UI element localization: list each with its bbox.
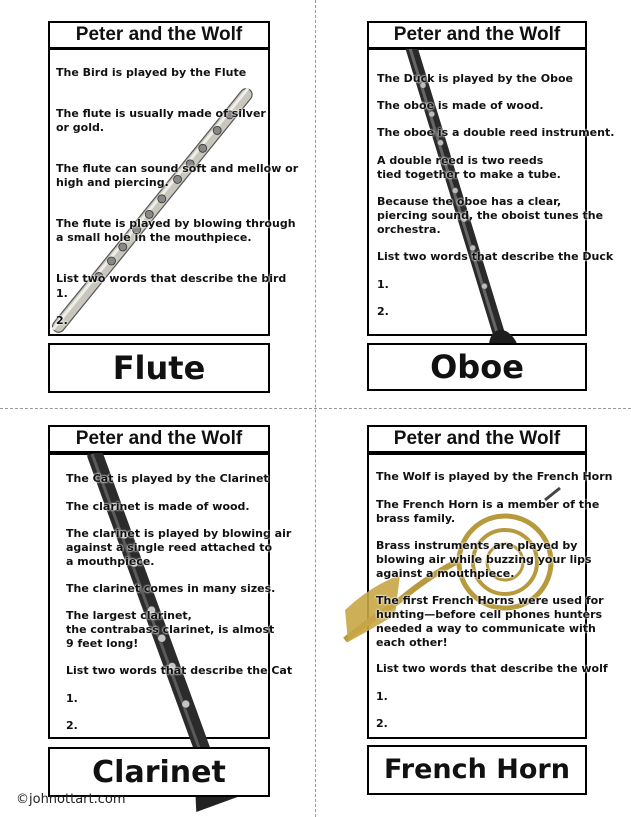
card-text-line: The flute is played by blowing through: [56, 217, 296, 230]
card-text-line: The flute can sound soft and mellow or: [56, 162, 299, 175]
card-text-line: List two words that describe the wolf: [376, 662, 608, 675]
card-title: Peter and the Wolf: [48, 425, 270, 453]
card-text-line: brass family.: [376, 512, 456, 525]
card-text-line: The Duck is played by the Oboe: [377, 72, 573, 85]
card-text-line: orchestra.: [377, 223, 441, 236]
card-text-line: The Bird is played by the Flute: [56, 66, 247, 79]
card-text-line: The oboe is a double reed instrument.: [377, 126, 615, 139]
card-title: Peter and the Wolf: [367, 425, 587, 453]
card-text-line: 1.: [376, 690, 388, 703]
card-text-line: or gold.: [56, 121, 105, 134]
card-text-line: 1.: [377, 278, 389, 291]
card-title: Peter and the Wolf: [367, 21, 587, 49]
card-text-line: 9 feet long!: [66, 637, 139, 650]
instrument-label: Clarinet: [48, 747, 270, 797]
card-text-line: tied together to make a tube.: [377, 168, 561, 181]
card-text-line: The clarinet is made of wood.: [66, 500, 250, 513]
card-text-line: The Wolf is played by the French Horn: [376, 470, 613, 483]
card-text-line: 2.: [66, 719, 78, 732]
card-text-line: The first French Horns were used for: [376, 594, 604, 607]
card-text-line: The Cat is played by the Clarinet: [66, 472, 269, 485]
card-text-line: Because the oboe has a clear,: [377, 195, 562, 208]
card-text-line: The clarinet comes in many sizes.: [66, 582, 276, 595]
card-text-line: 2.: [377, 305, 389, 318]
card-text-line: The clarinet is played by blowing air: [66, 527, 292, 540]
card-text-line: A double reed is two reeds: [377, 154, 544, 167]
card-text-line: 1.: [66, 692, 78, 705]
card-text-line: The oboe is made of wood.: [377, 99, 544, 112]
card-text-line: The flute is usually made of silver: [56, 107, 266, 120]
card-text-line: piercing sound, the oboist tunes the: [377, 209, 604, 222]
card-text-line: a mouthpiece.: [66, 555, 155, 568]
card-text-line: hunting—before cell phones hunters: [376, 608, 603, 621]
card-text-line: each other!: [376, 636, 448, 649]
card-text-line: blowing air while buzzing your lips: [376, 553, 592, 566]
card-text-line: needed a way to communicate with: [376, 622, 596, 635]
card-text-line: the contrabass clarinet, is almost: [66, 623, 275, 636]
instrument-label: French Horn: [367, 745, 587, 795]
instrument-label: Oboe: [367, 343, 587, 391]
card-text-line: against a single reed attached to: [66, 541, 273, 554]
card-text-line: Brass instruments are played by: [376, 539, 578, 552]
card-text-line: 1.: [56, 287, 68, 300]
card-title: Peter and the Wolf: [48, 21, 270, 49]
card-text-line: against a mouthpiece.: [376, 567, 515, 580]
card-text-line: The French Horn is a member of the: [376, 498, 600, 511]
card-text-line: a small hole in the mouthpiece.: [56, 231, 252, 244]
card-text-line: high and piercing.: [56, 176, 169, 189]
instrument-label: Flute: [48, 343, 270, 393]
card-text-line: 2.: [56, 314, 68, 327]
card-text-line: The largest clarinet,: [66, 609, 192, 622]
card-text-line: 2.: [376, 717, 388, 730]
copyright-credit: ©johnottart.com: [16, 792, 126, 807]
card-text-line: List two words that describe the Cat: [66, 664, 293, 677]
card-text-line: List two words that describe the bird: [56, 272, 287, 285]
card-text-line: List two words that describe the Duck: [377, 250, 614, 263]
